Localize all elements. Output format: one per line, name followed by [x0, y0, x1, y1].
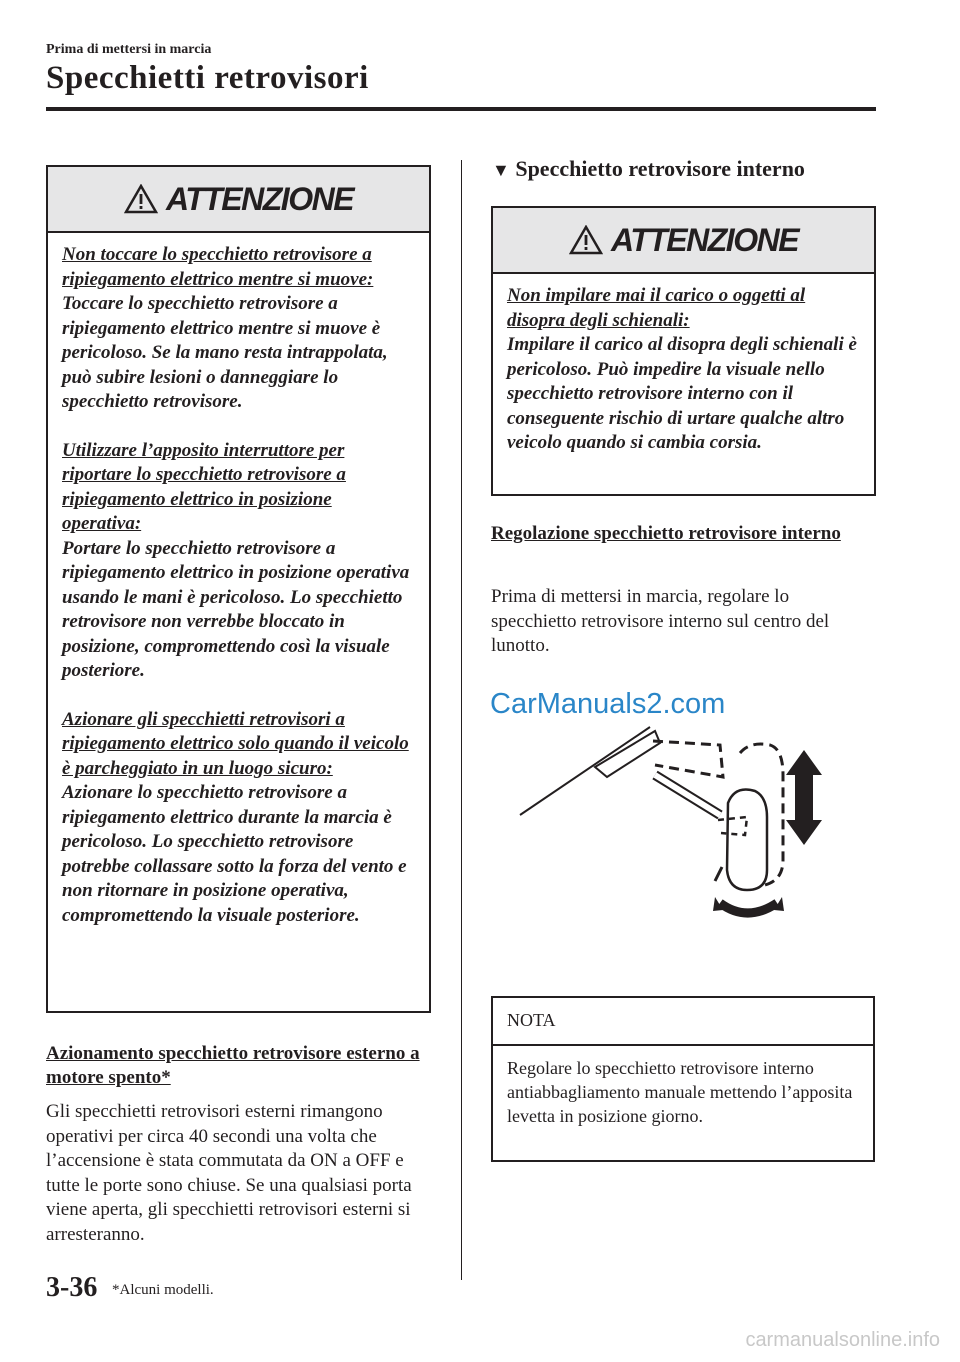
- warning-text: Toccare lo specchietto retrovisore a ripiegamento elettrico mentre si muove è pericoloso. Se la mano resta intrappolata, può subire lesioni o danneggiare lo specchietto retrovisore.: [62, 293, 388, 412]
- warning-body: [48, 233, 429, 928]
- warning-text: Azionare lo specchietto retrovisore a ripiegamento elettrico durante la marcia è pericoloso. Lo specchietto retrovisore potrebbe collassare sotto la forza del vento e non ritornare in posizione operativa, compromettendo la visuale posteriore.: [62, 782, 407, 926]
- warning-lead: Azionare gli specchietti retrovisori a ripiegamento elettrico solo quando il veicolo è parcheggiato in un luogo sicuro:: [62, 708, 409, 779]
- title-rule: [46, 107, 876, 111]
- section-marker-icon: ▼: [492, 160, 510, 180]
- warning-title: ATTENZIONE: [610, 221, 799, 258]
- adjust-mirror-text: Prima di mettersi in marcia, regolare lo specchietto retrovisore interno sul centro del lunotto.: [491, 586, 830, 656]
- warning-paragraph: [62, 439, 415, 684]
- warning-text: Impilare il carico al disopra degli schienali è pericoloso. Può impedire la visuale nello specchietto retrovisore interno con il conseguente rischio di urtare qualche altro veicolo quando si cambia corsia.: [507, 334, 857, 453]
- warning-paragraph: [62, 708, 415, 929]
- warning-box-right: [491, 206, 876, 496]
- note-box: [491, 996, 875, 1162]
- warning-header: [493, 208, 874, 274]
- warning-lead: Utilizzare l’apposito interruttore per riportare lo specchietto retrovisore a ripiegamento elettrico in posizione operativa:: [62, 439, 346, 534]
- note-text: Regolare lo specchietto retrovisore interno antiabbagliamento manuale mettendo l’apposita levetta in posizione giorno.: [507, 1058, 853, 1126]
- watermark-text: CarManuals2.com: [490, 688, 726, 720]
- sub-heading-adjust-mirror: Regolazione specchietto retrovisore interno: [491, 523, 841, 544]
- section-heading-text: Specchietto retrovisore interno: [515, 156, 805, 181]
- warning-text: Portare lo specchietto retrovisore a ripiegamento elettrico in posizione operativa usando le mani è pericoloso. Lo specchietto retrovisore non verrebbe bloccato in posizione, compromettendo così la visuale posteriore.: [62, 537, 410, 681]
- warning-header: [48, 167, 429, 233]
- warning-triangle-icon: [569, 225, 603, 255]
- warning-lead: Non toccare lo specchietto retrovisore a ripiegamento elettrico mentre si muove:: [62, 244, 374, 290]
- page-title: Specchietti retrovisori: [46, 60, 369, 96]
- footnote: *Alcuni modelli.: [112, 1282, 214, 1298]
- warning-title: ATTENZIONE: [165, 180, 354, 217]
- warning-body: [493, 274, 874, 456]
- section-text-engine-off: Gli specchietti retrovisori esterni rimangono operativi per circa 40 secondi una volta che l’accensione è stata commutata da ON a OFF e tutte le porte sono chiuse. Se una qualsiasi porta viene aperta, gli specchietti retrovisori esterni si arresteranno.: [46, 1101, 412, 1245]
- note-heading: NOTA: [493, 998, 873, 1046]
- warning-paragraph: [62, 243, 415, 415]
- mirror-adjust-illustration: [515, 705, 845, 925]
- site-watermark: carmanualsonline.info: [745, 1329, 940, 1351]
- column-divider: [461, 160, 462, 1280]
- breadcrumb: Prima di mettersi in marcia: [46, 42, 212, 57]
- warning-box-left: [46, 165, 431, 1013]
- warning-paragraph: [507, 284, 860, 456]
- section-heading-engine-off: Azionamento specchietto retrovisore esterno a motore spento*: [46, 1043, 420, 1088]
- section-heading-interior-mirror: [492, 156, 805, 182]
- warning-triangle-icon: [124, 184, 158, 214]
- warning-lead: Non impilare mai il carico o oggetti al disopra degli schienali:: [507, 285, 806, 331]
- page-number: 3-36: [46, 1272, 98, 1303]
